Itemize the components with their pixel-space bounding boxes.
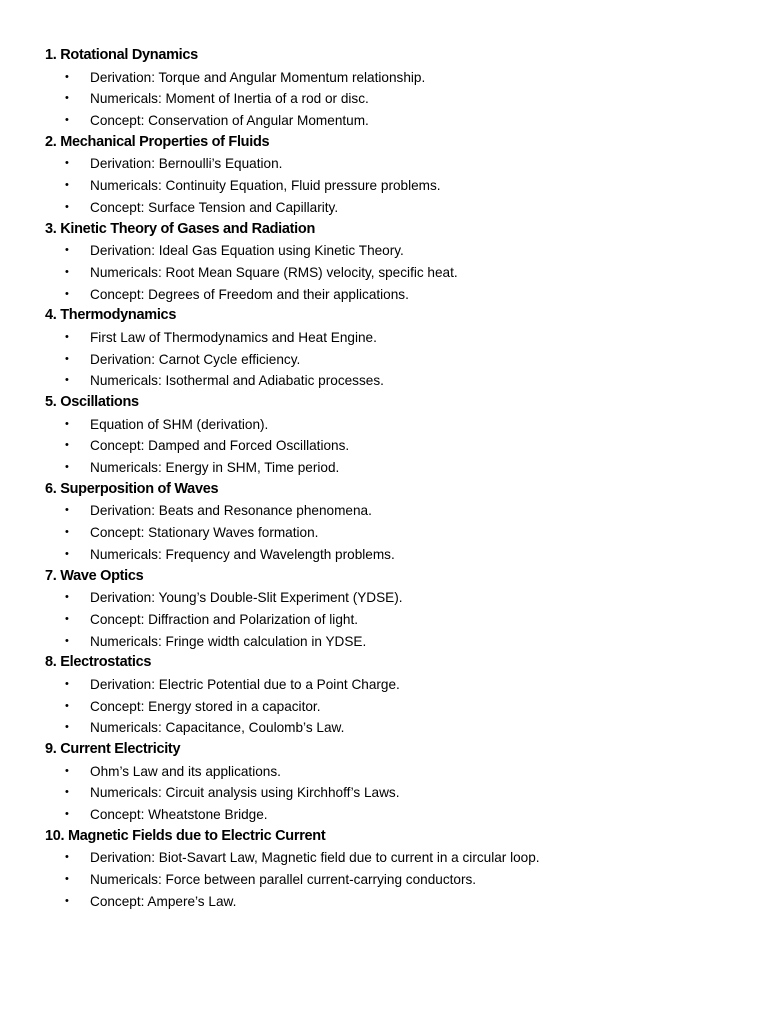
- section-title: 3. Kinetic Theory of Gases and Radiation: [45, 220, 316, 237]
- list-item: [45, 435, 745, 457]
- list-item-text: Numericals: Frequency and Wavelength problems.: [90, 546, 395, 562]
- list-item-text: Derivation: Carnot Cycle efficiency.: [90, 351, 301, 367]
- list-item: [45, 631, 745, 653]
- list-item: [45, 88, 745, 110]
- bullet-icon: •: [65, 244, 69, 257]
- bullet-icon: •: [65, 699, 69, 712]
- list-item-text: Derivation: Young’s Double-Slit Experiment (YDSE).: [90, 590, 403, 606]
- list-item: [45, 370, 745, 392]
- list-item-text: Concept: Degrees of Freedom and their applications.: [90, 286, 409, 302]
- bullet-icon: •: [65, 764, 69, 777]
- list-item: [45, 696, 745, 718]
- section-electrostatics: [45, 652, 745, 739]
- list-item-text: Derivation: Electric Potential due to a Point Charge.: [90, 676, 400, 692]
- list-item-text: Concept: Energy stored in a capacitor.: [90, 698, 321, 714]
- bullet-icon: •: [65, 721, 69, 734]
- section-title: 1. Rotational Dynamics: [45, 47, 198, 63]
- bullet-icon: •: [65, 547, 69, 560]
- list-item-text: Concept: Wheatstone Bridge.: [90, 807, 268, 823]
- list-item-text: Numericals: Force between parallel current-carrying conductors.: [90, 872, 477, 888]
- list-item-text: Derivation: Bernoulli’s Equation.: [90, 156, 283, 172]
- bullet-icon: •: [65, 92, 69, 105]
- list-item-text: Concept: Damped and Forced Oscillations.: [90, 438, 350, 454]
- section-superposition-of-waves: [45, 479, 745, 566]
- bullet-icon: •: [65, 612, 69, 625]
- list-item-text: Concept: Stationary Waves formation.: [90, 525, 319, 541]
- section-wave-optics: [45, 566, 745, 653]
- bullet-icon: •: [65, 808, 69, 821]
- list-item: [45, 67, 745, 89]
- list-item: [45, 175, 745, 197]
- bullet-icon: •: [65, 179, 69, 192]
- list-item: [45, 587, 745, 609]
- section-rotational-dynamics: [45, 45, 745, 132]
- bullet-list: [45, 761, 745, 826]
- list-item: [45, 262, 745, 284]
- section-title: 7. Wave Optics: [45, 567, 144, 584]
- list-item-text: Numericals: Fringe width calculation in YDSE.: [90, 633, 367, 649]
- list-item: [45, 891, 745, 913]
- list-item: [45, 544, 745, 566]
- list-item: [45, 414, 745, 436]
- list-item-text: Numericals: Root Mean Square (RMS) velocity, specific heat.: [90, 264, 458, 280]
- bullet-icon: •: [65, 786, 69, 799]
- bullet-icon: •: [65, 417, 69, 430]
- section-title: 5. Oscillations: [45, 394, 139, 410]
- list-item: [45, 284, 745, 306]
- list-item: [45, 782, 745, 804]
- bullet-list: [45, 327, 745, 392]
- section-kinetic-theory-of-gases: [45, 219, 745, 306]
- section-current-electricity: [45, 739, 745, 826]
- list-item-text: Derivation: Beats and Resonance phenomena.: [90, 503, 372, 519]
- list-item-text: Concept: Surface Tension and Capillarity.: [90, 199, 339, 215]
- bullet-icon: •: [65, 157, 69, 170]
- bullet-icon: •: [65, 591, 69, 604]
- list-item-text: First Law of Thermodynamics and Heat Engine.: [90, 329, 377, 345]
- list-item-text: Numericals: Energy in SHM, Time period.: [90, 460, 340, 476]
- bullet-list: [45, 67, 745, 132]
- list-item-text: Ohm’s Law and its applications.: [90, 763, 281, 779]
- bullet-list: [45, 587, 745, 652]
- list-item-text: Equation of SHM (derivation).: [90, 416, 269, 432]
- list-item: [45, 804, 745, 826]
- list-item: [45, 674, 745, 696]
- list-item-text: Numericals: Circuit analysis using Kirchhoff’s Laws.: [90, 785, 400, 801]
- list-item: [45, 761, 745, 783]
- list-item: [45, 869, 745, 891]
- bullet-icon: •: [65, 330, 69, 343]
- bullet-icon: •: [65, 461, 69, 474]
- section-title: 6. Superposition of Waves: [45, 480, 219, 497]
- list-item-text: Numericals: Capacitance, Coulomb’s Law.: [90, 720, 345, 736]
- document-body: [45, 45, 745, 913]
- bullet-list: [45, 153, 745, 218]
- section-title: 10. Magnetic Fields due to Electric Current: [45, 827, 326, 844]
- bullet-list: [45, 240, 745, 305]
- bullet-icon: •: [65, 374, 69, 387]
- section-title: 9. Current Electricity: [45, 741, 181, 757]
- bullet-icon: •: [65, 873, 69, 886]
- list-item: [45, 153, 745, 175]
- bullet-icon: •: [65, 70, 69, 83]
- list-item-text: Concept: Ampere’s Law.: [90, 893, 237, 909]
- section-thermodynamics: [45, 305, 745, 392]
- list-item: [45, 522, 745, 544]
- bullet-list: [45, 674, 745, 739]
- list-item-text: Derivation: Ideal Gas Equation using Kinetic Theory.: [90, 243, 404, 259]
- section-magnetic-fields: [45, 826, 745, 913]
- list-item: [45, 457, 745, 479]
- list-item-text: Concept: Diffraction and Polarization of light.: [90, 611, 358, 627]
- list-item: [45, 349, 745, 371]
- bullet-list: [45, 500, 745, 565]
- bullet-icon: •: [65, 526, 69, 539]
- bullet-icon: •: [65, 894, 69, 907]
- bullet-list: [45, 847, 745, 912]
- list-item: [45, 240, 745, 262]
- list-item-text: Numericals: Continuity Equation, Fluid pressure problems.: [90, 178, 441, 194]
- bullet-icon: •: [65, 851, 69, 864]
- bullet-icon: •: [65, 265, 69, 278]
- bullet-icon: •: [65, 677, 69, 690]
- section-title: 2. Mechanical Properties of Fluids: [45, 133, 270, 150]
- list-item: [45, 500, 745, 522]
- list-item-text: Derivation: Biot-Savart Law, Magnetic field due to current in a circular loop.: [90, 850, 540, 866]
- list-item: [45, 609, 745, 631]
- section-oscillations: [45, 392, 745, 479]
- bullet-icon: •: [65, 352, 69, 365]
- list-item: [45, 717, 745, 739]
- bullet-icon: •: [65, 114, 69, 127]
- bullet-icon: •: [65, 287, 69, 300]
- section-title: 8. Electrostatics: [45, 654, 152, 671]
- list-item: [45, 327, 745, 349]
- bullet-icon: •: [65, 200, 69, 213]
- list-item-text: Derivation: Torque and Angular Momentum relationship.: [90, 69, 426, 85]
- section-title: 4. Thermodynamics: [45, 307, 177, 324]
- list-item: [45, 847, 745, 869]
- list-item-text: Numericals: Isothermal and Adiabatic processes.: [90, 373, 384, 389]
- bullet-list: [45, 414, 745, 479]
- list-item-text: Concept: Conservation of Angular Momentum.: [90, 113, 369, 129]
- list-item: [45, 110, 745, 132]
- bullet-icon: •: [65, 634, 69, 647]
- bullet-icon: •: [65, 439, 69, 452]
- bullet-icon: •: [65, 504, 69, 517]
- section-mechanical-properties-of-fluids: [45, 132, 745, 219]
- list-item-text: Numericals: Moment of Inertia of a rod or disc.: [90, 91, 369, 107]
- list-item: [45, 197, 745, 219]
